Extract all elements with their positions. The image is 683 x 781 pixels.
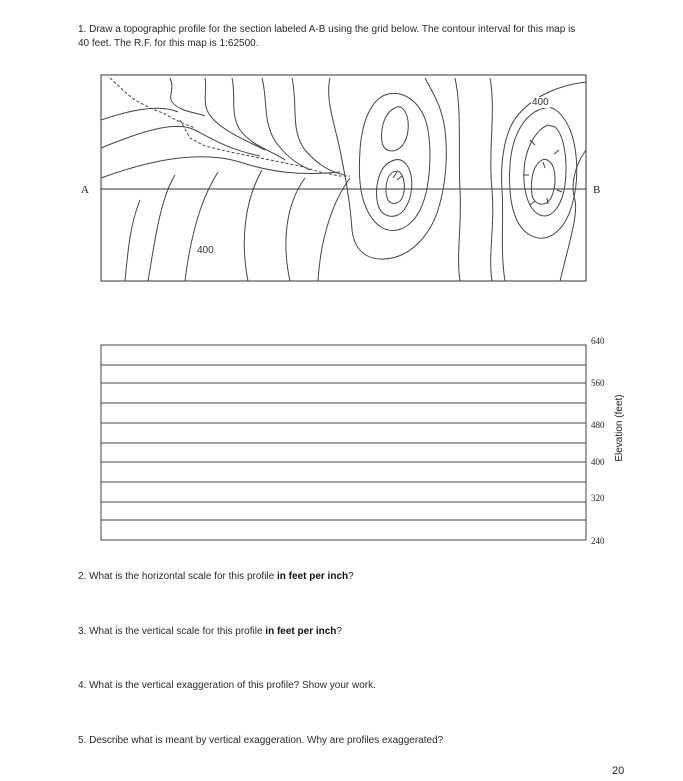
question-2 bbox=[78, 570, 354, 584]
question-1-line-1: 1. Draw a topographic profile for the section labeled A-B using the grid below. The contour interval for this map is bbox=[78, 24, 576, 35]
question-1-line-2: 40 feet. The R.F. for this map is 1:62500. bbox=[78, 38, 259, 49]
elevation-tick-560: 560 bbox=[591, 378, 605, 388]
question-2-text: 2. What is the horizontal scale for this profile bbox=[78, 571, 277, 582]
question-5-text: 5. Describe what is meant by vertical exaggeration. Why are profiles exaggerated? bbox=[78, 735, 444, 746]
elevation-tick-480: 480 bbox=[591, 420, 605, 430]
elevation-tick-320: 320 bbox=[591, 493, 605, 503]
question-3-text: 3. What is the vertical scale for this profile bbox=[78, 626, 266, 637]
point-a-label: A bbox=[81, 184, 89, 196]
question-3-emphasis: in feet per inch bbox=[265, 626, 337, 637]
question-4 bbox=[78, 679, 376, 693]
point-b-label: B bbox=[593, 184, 601, 196]
elevation-tick-400: 400 bbox=[591, 457, 605, 467]
contour-label-top: 400 bbox=[532, 97, 549, 108]
question-5 bbox=[78, 734, 443, 748]
question-3-end: ? bbox=[336, 626, 342, 637]
question-3 bbox=[78, 625, 342, 639]
elevation-axis-label: Elevation (feet) bbox=[614, 394, 625, 462]
question-2-emphasis: in feet per inch bbox=[276, 571, 349, 582]
contour-label-bottom: 400 bbox=[197, 245, 214, 256]
elevation-tick-640: 640 bbox=[591, 336, 605, 346]
page-number: 20 bbox=[612, 765, 625, 777]
elevation-tick-240: 240 bbox=[591, 536, 605, 546]
question-2-end: ? bbox=[348, 571, 354, 582]
question-4-text: 4. What is the vertical exaggeration of this profile? Show your work. bbox=[78, 680, 376, 691]
